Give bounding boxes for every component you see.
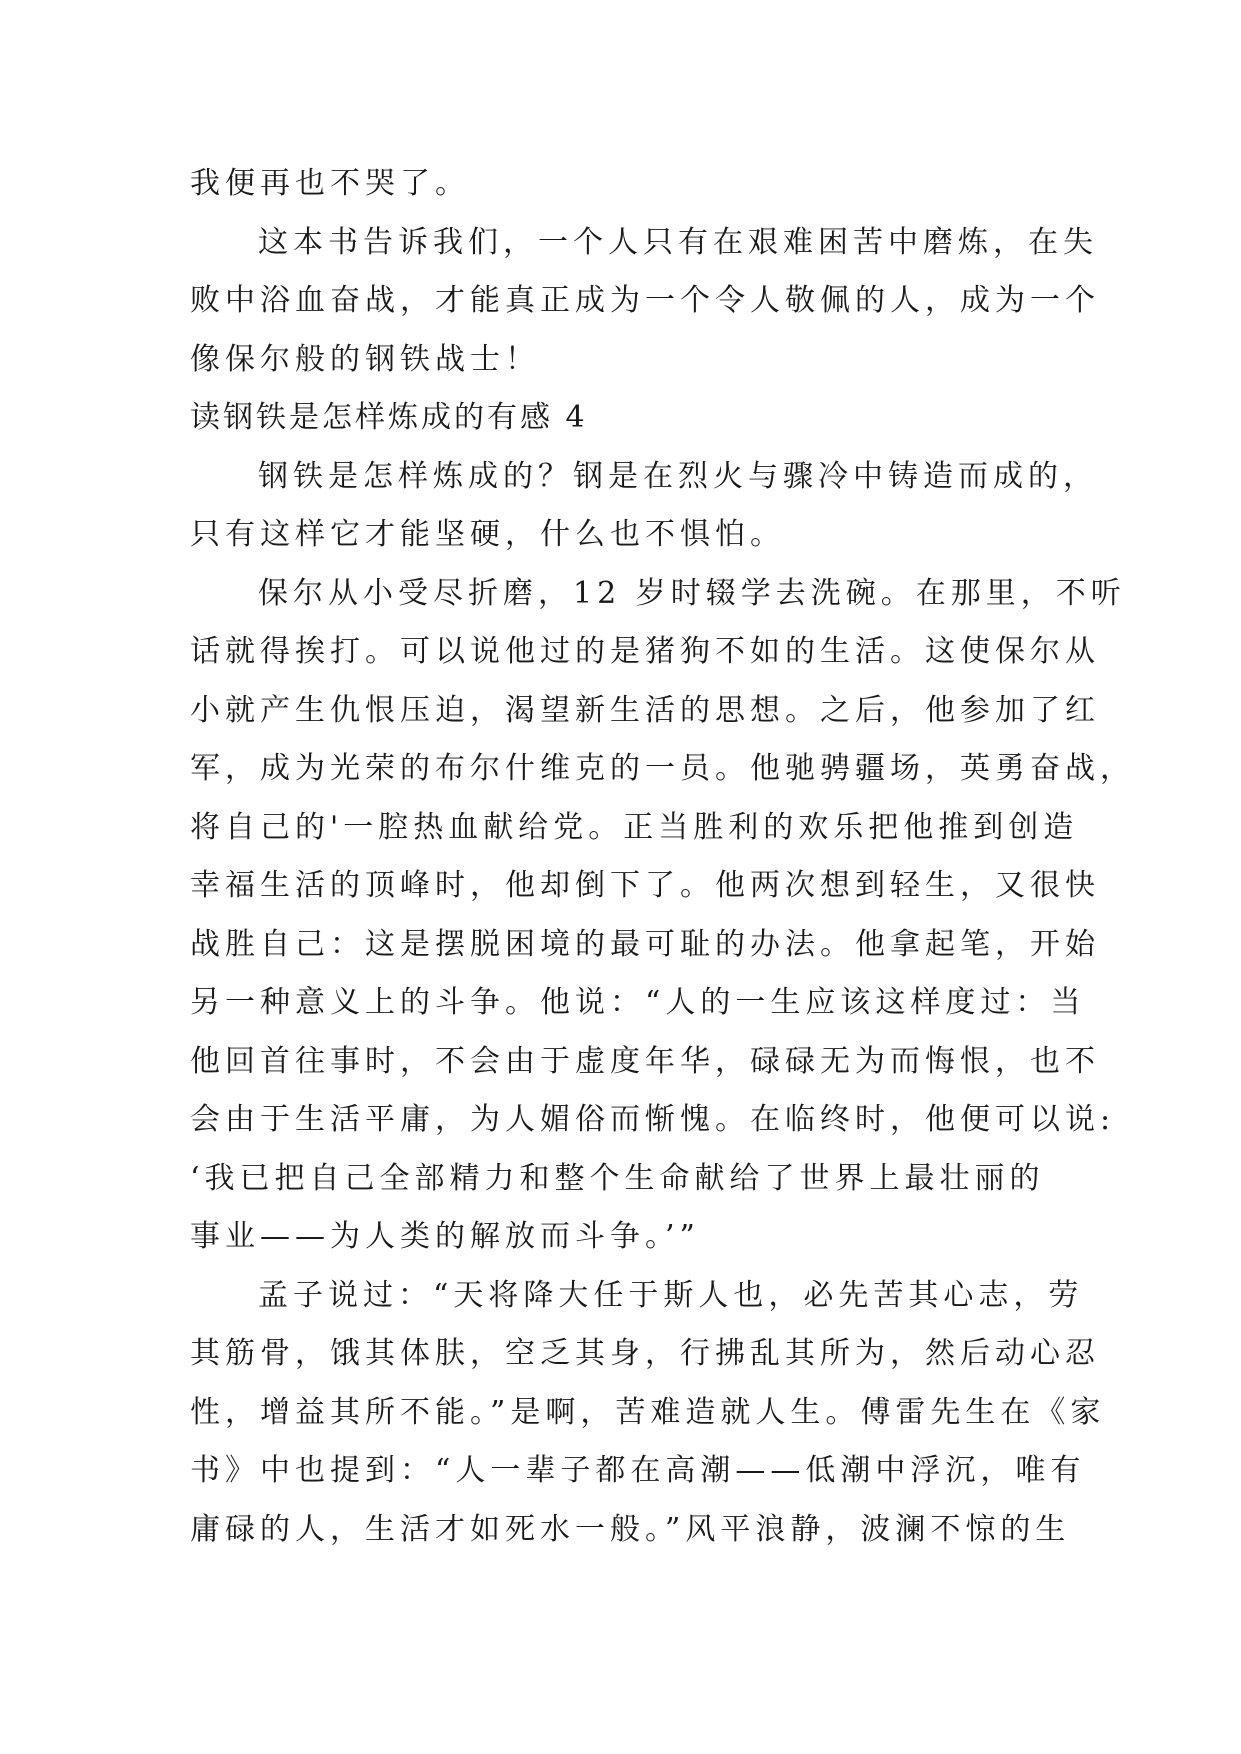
- text-line: 军，成为光荣的布尔什维克的一员。他驰骋疆场，英勇奋战，: [190, 751, 1135, 786]
- text-line: 孟子说过：“天将降大任于斯人也，必先苦其心志，劳: [258, 1277, 1084, 1313]
- text-line: 保尔从小受尽折磨，12 岁时辍学去洗碗。在那里，不听: [258, 575, 1126, 611]
- text-line: ‘我已把自己全部精力和整个生命献给了世界上最壮丽的: [190, 1160, 1045, 1196]
- text-line: 事业——为人类的解放而斗争。’”: [190, 1219, 700, 1254]
- text-line: 败中浴血奋战，才能真正成为一个令人敬佩的人，成为一个: [190, 283, 1100, 318]
- text-line: 另一种意义上的斗争。他说：“人的一生应该这样度过：当: [190, 985, 1086, 1020]
- text-line: 只有这样它才能坚硬，什么也不惧怕。: [190, 517, 785, 552]
- text-line: 我便再也不哭了。: [190, 166, 470, 201]
- text-line: 小就产生仇恨压迫，渴望新生活的思想。之后，他参加了红: [190, 692, 1100, 728]
- text-line: 其筋骨，饿其体肤，空乏其身，行拂乱其所为，然后动心忍: [190, 1336, 1100, 1371]
- document-body: [190, 162, 1135, 1566]
- text-line: 他回首往事时，不会由于虚度年华，碌碌无为而悔恨，也不: [190, 1043, 1100, 1079]
- text-line: 庸碌的人，生活才如死水一般。”风平浪静，波澜不惊的生: [190, 1511, 1071, 1547]
- text-line: 战胜自己：这是摆脱困境的最可耻的办法。他拿起笔，开始: [190, 926, 1100, 962]
- text-line: 钢铁是怎样炼成的？钢是在烈火与骤冷中铸造而成的，: [258, 458, 1098, 494]
- text-line: 会由于生活平庸，为人媚俗而惭愧。在临终时，他便可以说:: [190, 1102, 1116, 1137]
- text-line: 书》中也提到：“人一辈子都在高潮——低潮中浮沉，唯有: [190, 1453, 1086, 1488]
- text-line: 话就得挨打。可以说他过的是猪狗不如的生活。这使保尔从: [190, 634, 1100, 669]
- text-line: 幸福生活的顶峰时，他却倒下了。他两次想到轻生，又很快: [190, 868, 1100, 903]
- text-line: 将自己的'一腔热血献给党。正当胜利的欢乐把他推到创造: [190, 809, 1079, 845]
- text-line: 这本书告诉我们，一个人只有在艰难困苦中磨炼，在失: [258, 224, 1098, 260]
- section-heading: 读钢铁是怎样炼成的有感 4: [190, 400, 588, 435]
- text-line: 像保尔般的钢铁战士！: [190, 341, 540, 377]
- text-line: 性，增益其所不能。”是啊，苦难造就人生。傅雷先生在《家: [190, 1394, 1106, 1430]
